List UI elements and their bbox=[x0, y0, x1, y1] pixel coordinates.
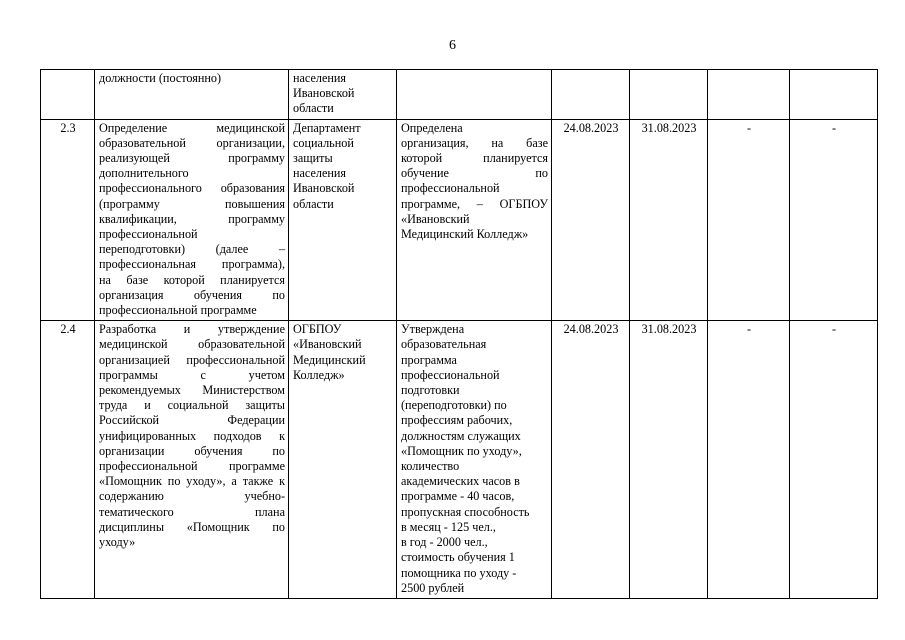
activity-line: Определение медицинской bbox=[99, 120, 285, 135]
result-line: должностям служащих bbox=[401, 428, 521, 443]
result-line: «Ивановский bbox=[401, 211, 470, 226]
result-line: стоимость обучения 1 bbox=[401, 550, 515, 565]
responsible-line: «Ивановский bbox=[293, 337, 362, 352]
activity-line: профессиональная программа), bbox=[99, 257, 285, 272]
activity-line: тематического плана bbox=[99, 504, 285, 519]
activity-line: квалификации, программу bbox=[99, 211, 285, 226]
activity-line: организация обучения по bbox=[99, 287, 285, 302]
table-row-continuation bbox=[41, 70, 878, 120]
activity-line: переподготовки) (далее – bbox=[99, 242, 285, 257]
cell-result bbox=[397, 119, 552, 321]
result-line: Определена bbox=[401, 120, 463, 135]
result-line: профессиям рабочих, bbox=[401, 413, 513, 428]
table-row bbox=[41, 119, 878, 321]
activity-line: реализующей программу bbox=[99, 151, 285, 166]
cell-activity bbox=[95, 321, 289, 599]
activity-line: профессиональной программе bbox=[99, 459, 285, 474]
cell-num: 2.3 bbox=[41, 119, 95, 321]
result-line: программа bbox=[401, 352, 457, 367]
responsible-line: Ивановской bbox=[293, 181, 355, 196]
page-number: 6 bbox=[449, 38, 456, 53]
result-line: Медицинский Колледж» bbox=[401, 227, 529, 242]
result-line: образовательная bbox=[401, 337, 487, 352]
cell-col8 bbox=[790, 70, 878, 120]
cell-end-date: 31.08.2023 bbox=[630, 321, 708, 599]
cell-col7 bbox=[708, 70, 790, 120]
activity-line: профессиональной bbox=[99, 227, 198, 242]
responsible-line: Медицинский bbox=[293, 352, 366, 367]
cell-responsible bbox=[289, 119, 397, 321]
cell-num bbox=[41, 70, 95, 120]
table-row bbox=[41, 321, 878, 599]
cell-result bbox=[397, 321, 552, 599]
responsible-line: Департамент bbox=[293, 120, 361, 135]
result-line: академических часов в bbox=[401, 474, 520, 489]
cell-col8: - bbox=[790, 119, 878, 321]
activity-line: программы с учетом bbox=[99, 367, 285, 382]
activity-line: Российской Федерации bbox=[99, 413, 285, 428]
result-line: количество bbox=[401, 459, 460, 474]
cell-start-date: 24.08.2023 bbox=[552, 119, 630, 321]
cell-responsible bbox=[289, 70, 397, 120]
activity-line: профессионального образования bbox=[99, 181, 285, 196]
responsible-line: области bbox=[293, 196, 334, 211]
cell-end-date bbox=[630, 70, 708, 120]
responsible-line: населения bbox=[293, 71, 347, 85]
result-line: «Помощник по уходу», bbox=[401, 443, 522, 458]
activity-line: дисциплины «Помощник по bbox=[99, 519, 285, 534]
responsible-line: защиты bbox=[293, 151, 333, 166]
responsible-line: Колледж» bbox=[293, 367, 345, 382]
cell-start-date bbox=[552, 70, 630, 120]
cell-start-date: 24.08.2023 bbox=[552, 321, 630, 599]
result-line: в месяц - 125 чел., bbox=[401, 519, 496, 534]
activity-line: дополнительного bbox=[99, 166, 189, 181]
result-line: в год - 2000 чел., bbox=[401, 535, 488, 550]
responsible-line: области bbox=[293, 101, 334, 116]
result-line: 2500 рублей bbox=[401, 580, 465, 595]
result-line: программе - 40 часов, bbox=[401, 489, 515, 504]
activity-line: рекомендуемых Министерством bbox=[99, 383, 285, 398]
cell-col7: - bbox=[708, 119, 790, 321]
activity-line: содержанию учебно- bbox=[99, 489, 285, 504]
activity-line: организацией профессиональной bbox=[99, 352, 285, 367]
result-line: профессиональной bbox=[401, 367, 500, 382]
cell-result bbox=[397, 70, 552, 120]
activity-line: профессиональной программе bbox=[99, 303, 257, 318]
activity-line: образовательной организации, bbox=[99, 135, 285, 150]
cell-end-date: 31.08.2023 bbox=[630, 119, 708, 321]
cell-num: 2.4 bbox=[41, 321, 95, 599]
activity-line: унифицированных подходов к bbox=[99, 428, 285, 443]
activity-line: Разработка и утверждение bbox=[99, 322, 285, 337]
cell-activity bbox=[95, 70, 289, 120]
activity-line: «Помощник по уходу», а также к bbox=[99, 474, 285, 489]
activity-text: должности (постоянно) bbox=[99, 71, 222, 85]
result-line: (переподготовки) по bbox=[401, 398, 507, 413]
result-line: которой планируется bbox=[401, 151, 548, 166]
result-line: пропускная способность bbox=[401, 504, 530, 519]
result-line: организация, на базе bbox=[401, 135, 548, 150]
activity-line: труда и социальной защиты bbox=[99, 398, 285, 413]
activity-line: уходу» bbox=[99, 535, 136, 550]
activity-line: медицинской образовательной bbox=[99, 337, 285, 352]
cell-col7: - bbox=[708, 321, 790, 599]
result-line: Утверждена bbox=[401, 322, 465, 337]
plan-table bbox=[40, 69, 878, 599]
responsible-line: населения bbox=[293, 166, 347, 181]
cell-responsible bbox=[289, 321, 397, 599]
responsible-line: ОГБПОУ bbox=[293, 322, 342, 337]
result-line: обучение по bbox=[401, 166, 548, 181]
result-line: программе, – ОГБПОУ bbox=[401, 196, 548, 211]
responsible-line: социальной bbox=[293, 135, 354, 150]
activity-line: организации обучения по bbox=[99, 443, 285, 458]
responsible-line: Ивановской bbox=[293, 86, 355, 101]
result-line: профессиональной bbox=[401, 181, 500, 196]
result-line: подготовки bbox=[401, 383, 460, 398]
activity-line: на базе которой планируется bbox=[99, 272, 285, 287]
result-line: помощника по уходу - bbox=[401, 565, 517, 580]
cell-activity bbox=[95, 119, 289, 321]
cell-col8: - bbox=[790, 321, 878, 599]
activity-line: (программу повышения bbox=[99, 196, 285, 211]
